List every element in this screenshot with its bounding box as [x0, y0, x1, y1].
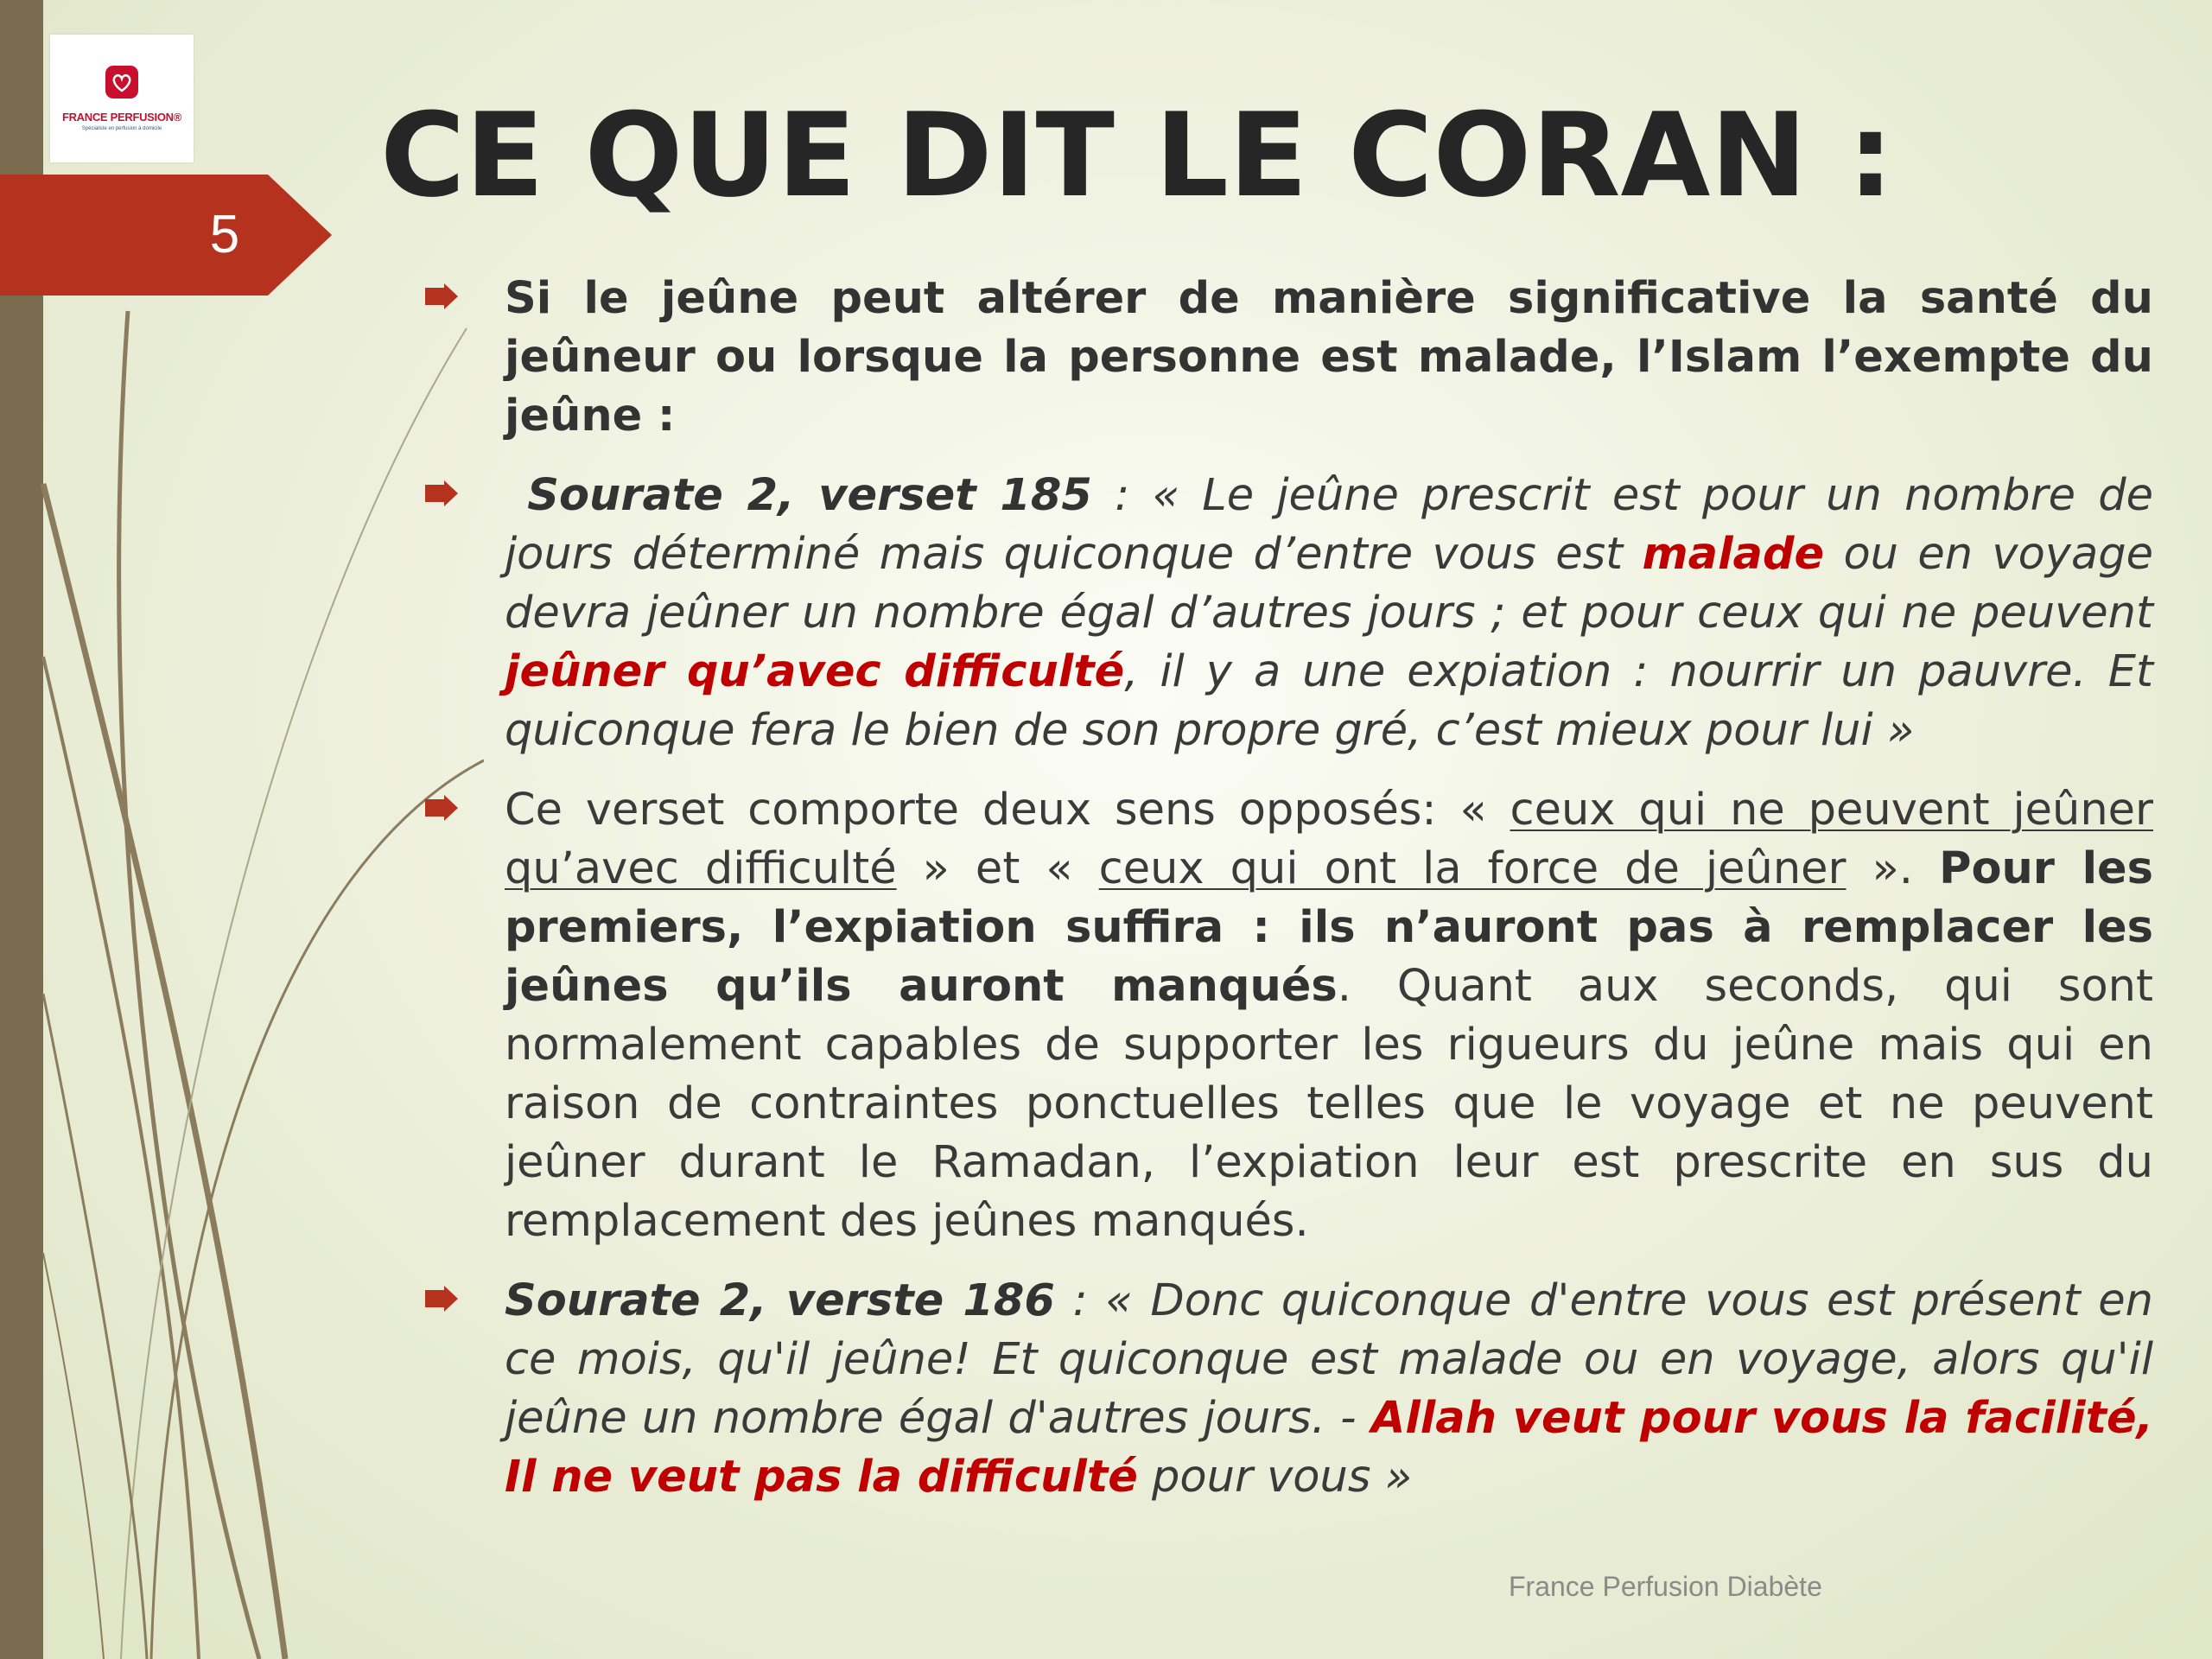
slide-number-tab [0, 175, 332, 296]
underlined-text: ceux qui ne peuvent jeûner qu’avec difficulté [505, 785, 2154, 894]
logo-tagline: Spécialiste en perfusion à domicile [81, 126, 162, 131]
bullet-text [505, 467, 2153, 760]
bullet-text [505, 1272, 2153, 1507]
underlined-text: ceux qui ont la force de jeûner [1098, 843, 1847, 894]
bullet-item [425, 467, 2153, 760]
quote-text: « Donc quiconque d'entre vous est présent en ce mois, qu'il jeûne! Et quiconque est malade ou en voyage, alors qu'il jeûne un nombre égal d'autres jours. - [505, 1275, 2153, 1444]
verse-reference: Sourate 2, verste 186 [505, 1275, 1055, 1326]
bullet-item [425, 270, 2153, 446]
text-span: : [1091, 470, 1153, 521]
quote-text: « Le jeûne prescrit est pour un nombre de jours déterminé mais quiconque d’entre vous est [505, 470, 2153, 580]
arrow-bullet-icon [425, 795, 460, 821]
text-span: ». [1846, 843, 1940, 894]
slide-number: 5 [209, 205, 240, 264]
heart-logo-icon [105, 66, 138, 99]
bullet-item [425, 781, 2153, 1251]
bullet-list [425, 270, 2153, 1528]
highlight-text: Allah veut pour vous la facilité, Il ne veut pas la difficulté [505, 1393, 2153, 1503]
footer-text: France Perfusion Diabète [1509, 1571, 1822, 1602]
highlight-text: malade [1642, 529, 1825, 580]
quote-text: pour vous » [1137, 1452, 1413, 1503]
quote-text: ou en voyage devra jeûner un nombre égal d’autres jours ; et pour ceux qui ne peuvent [505, 529, 2153, 639]
page-title: CE QUE DIT LE CORAN : [380, 88, 1894, 223]
text-span: » et « [896, 843, 1099, 894]
highlight-text: jeûner qu’avec difficulté [505, 646, 1125, 697]
text-span: : [1054, 1275, 1106, 1326]
verse-reference: Sourate 2, verset 185 [527, 470, 1092, 521]
bullet-item [425, 1272, 2153, 1507]
arrow-bullet-icon [425, 480, 460, 506]
bullet-text: Si le jeûne peut altérer de manière significative la santé du jeûneur ou lorsque la personne est malade, l’Islam l’exempte du jeûne : [505, 273, 2153, 442]
text-span: Ce verset comporte deux sens opposés: « [505, 785, 1510, 836]
bold-text: Pour les premiers, l’expiation suffira : ils n’auront pas à remplacer les jeûnes qu’ils auront manqués [505, 843, 2153, 1012]
company-logo [50, 35, 194, 162]
arrow-bullet-icon [425, 1286, 460, 1312]
arrow-bullet-icon [425, 283, 460, 309]
quote-text: , il y a une expiation : nourrir un pauvre. Et quiconque fera le bien de son propre gré, c’est mieux pour lui » [505, 646, 2153, 756]
bullet-text [505, 781, 2153, 1251]
logo-name: FRANCE PERFUSION® [61, 111, 182, 124]
text-span: . Quant aux seconds, qui sont normalement capables de supporter les rigueurs du jeûne mais qui en raison de contraintes ponctuelles telles que le voyage et ne peuvent jeûner durant le Ramadan, l’expiation leur est prescrite en sus du remplacement des jeûnes manqués. [505, 961, 2153, 1247]
